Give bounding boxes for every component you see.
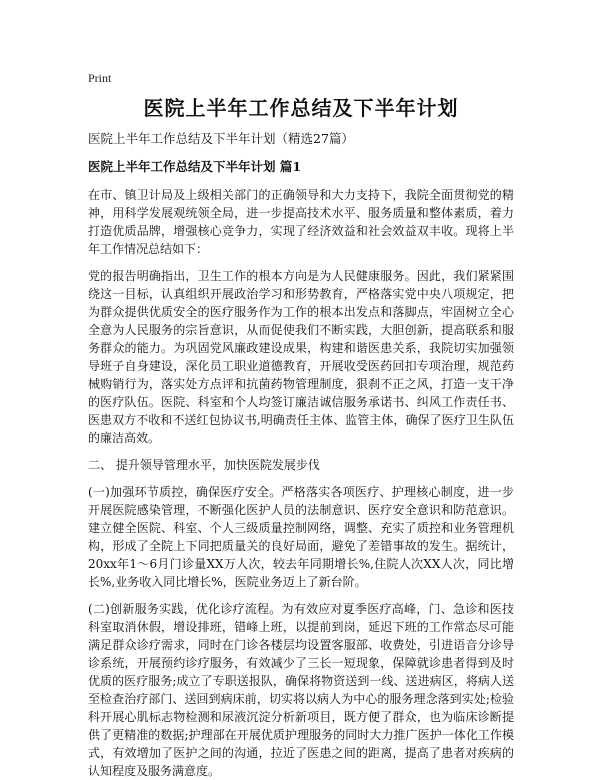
paragraph-intro: 在市、镇卫计局及上级相关部门的正确领导和大力支持下，我院全面贯彻党的精神，用科学发展观统领全局，进一步提高技术水平、服务质量和整体素质，着力打造优质品牌，增强核心竞争力，实现了经济效益和社会效益双丰收。现将上半年工作情况总结如下：: [88, 188, 514, 256]
document-subtitle: 医院上半年工作总结及下半年计划（精选27篇）: [88, 131, 354, 146]
page-title: 医院上半年工作总结及下半年计划: [143, 96, 459, 120]
print-link[interactable]: Print: [88, 71, 112, 85]
section-heading: 医院上半年工作总结及下半年计划 篇1: [88, 159, 302, 174]
paragraph-party-work: 党的报告明确指出，卫生工作的根本方向是为人民健康服务。因此，我们紧紧围绕这一目标，认真组织开展政治学习和形势教育，严格落实党中央八项规定，把为群众提供优质安全的医疗服务作为工作的根本出发点和落脚点，牢固树立全心全意为人民服务的宗旨意识，从而促使我们不断实践，大胆创新，提高联系和服务群众的能力。为巩固党风廉政建设成果，构建和谐医患关系，我院切实加强领导班子自身建设，深化员工职业道德教育，开展收受医药回扣专项治理，规范药械购销行为，落实处方点评和抗菌药物管理制度，狠刹不正之风，打造一支干净的医疗队伍。医院、科室和个人均签订廉洁诚信服务承诺书、纠风工作责任书、医患双方不收和不送红包协议书,明确责任主体、监管主体，确保了医疗卫生队伍的廉洁高效。: [88, 269, 514, 445]
paragraph-quality-control: (一)加强环节质控，确保医疗安全。严格落实各项医疗、护理核心制度，进一步开展医院感染管理，不断强化医护人员的法制意识、医疗安全意识和防范意识。建立健全医院、科室、个人三级质量控制网络，调整、充实了质控和业务管理机构，形成了全院上下同把质量关的良好局面，避免了差错事故的发生。据统计，20xx年1～6月门诊量XX万人次，较去年同期增长%,住院人次XX人次，同比增长%,业务收入同比增长%，医院业务迈上了新台阶。: [88, 485, 514, 589]
paragraph-subheading-management: 二、 提升领导管理水平，加快医院发展步伐: [88, 458, 320, 472]
paragraph-service-innovation: (二)创新服务实践，优化诊疗流程。为有效应对夏季医疗高峰，门、急诊和医技科室取消休假，增设排班，错峰上班，以提前到岗，延迟下班的工作常态尽可能满足群众诊疗需求，同时在门诊各楼层均设置客服部、收费处，引进语音分诊导诊系统，开展预约诊疗服务，有效减少了三长一短现象，保障就诊患者得到及时优质的医疗服务;成立了专职送报队，确保将物资送到一线、送进病区，将病人送至检查治疗部门、送回到病床前，切实将以病人为中心的服务理念落到实处;检验科开展心肌标志物检测和尿液沉淀分析新项目，既方便了群众，也为临床诊断提供了更精准的数据;护理部在开展优质护理服务的同时大力推广医护一体化工作模式，有效增加了医护之间的沟通，拉近了医患之间的距离，提高了患者对疾病的认知程度及服务满意度。: [88, 602, 514, 778]
